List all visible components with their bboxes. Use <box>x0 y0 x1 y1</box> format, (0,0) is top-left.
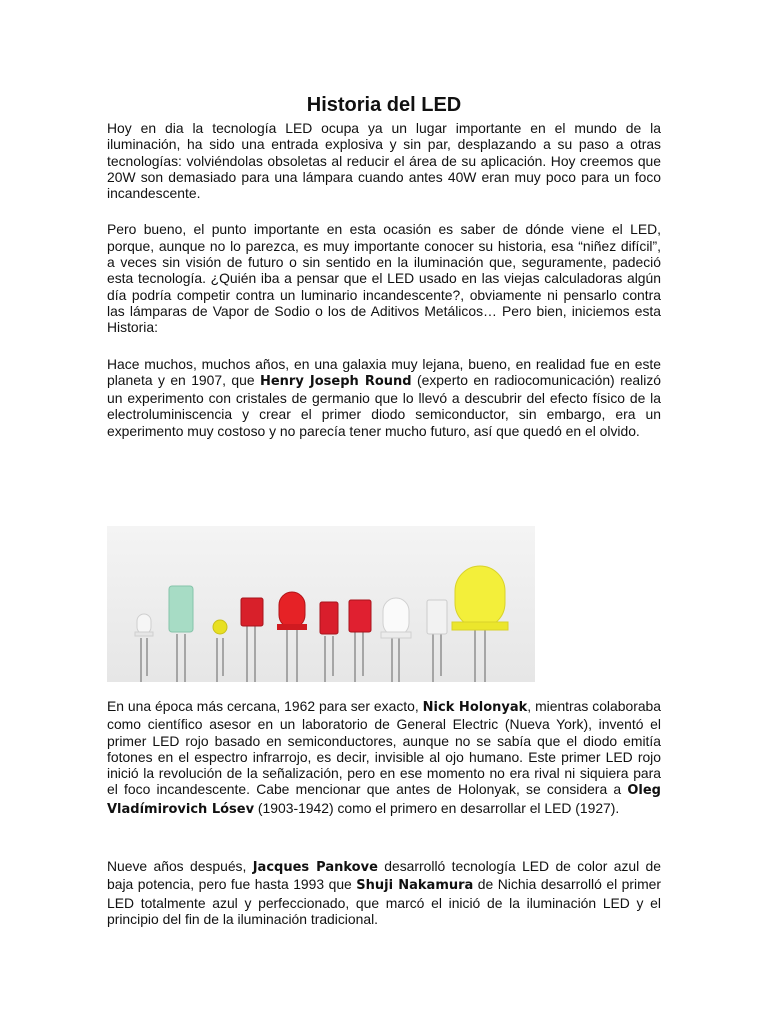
led-red-tall <box>349 600 371 632</box>
led-red-rect-small <box>320 602 338 634</box>
person-name-pankove: Jacques Pankove <box>252 860 378 875</box>
led-clear-rect <box>427 600 447 634</box>
led-green-rect <box>169 586 193 632</box>
paragraph-text: (1903-1942) como el primero en desarrollar el LED (1927). <box>254 799 620 816</box>
paragraph-intro: Hoy en dia la tecnología LED ocupa ya un lugar importante en el mundo de la iluminación, ha sido una entrada explosiva y sin par, desplazando a su paso a otras tecnologías: volviéndolas obsoletas al reducir el área de su aplicación. Hoy creemos que 20W son demasiado para una lámpara cuando antes 40W eran muy poco para un foco incandescente. <box>107 120 661 202</box>
paragraph-holonyak <box>107 698 661 818</box>
person-name-holonyak: Nick Holonyak <box>422 700 528 715</box>
person-name-round: Henry Joseph Round <box>259 373 412 389</box>
paragraph-text: , mientras colaboraba como científico asesor en un laboratorio de General Electric (Nueva York), inventó el primer LED rojo basado en semiconductores, aunque no se sabía que el diodo emitía fotones en el espectro infrarrojo, es decir, invisible al ojo humano. Este primer LED rojo inició la revolución de la señalización, pero en ese momento no era rival ni siquiera para el foco incandescente. Cabe mencionar que antes de Holonyak, se considera a <box>107 698 661 798</box>
led-red-round <box>277 592 307 630</box>
paragraph-text: Hace muchos, muchos años, en una galaxia muy lejana, bueno, en realidad fue en este planeta y en 1907, que <box>107 355 661 388</box>
led-yellow-small <box>213 620 227 634</box>
paragraph-round <box>107 356 661 439</box>
page-title: Historia del LED <box>306 94 462 116</box>
paragraph-text: (experto en radiocomunicación) realizó un experimento con cristales de germanio que lo llevó a descubrir del efecto físico de la electroluminiscencia y crear el primer diodo semiconductor, sin embargo, era un experimento muy costoso y no parecía tener mucho futuro, así que quedó en el olvido. <box>107 371 662 439</box>
led-clear-small <box>135 614 153 636</box>
led-photo <box>107 526 535 682</box>
person-name-losev: Oleg Vladímirovich Lósev <box>107 783 661 817</box>
paragraph-origin: Pero bueno, el punto importante en esta ocasión es saber de dónde viene el LED, porque, aunque no lo parezca, es muy importante conocer su historia, esa “niñez difícil”, a veces sin visión de futuro o sin sentido en la iluminación que, seguramente, padeció esta tecnología. ¿Quién iba a pensar que el LED usado en las viejas calculadoras algún día podría competir contra un luminario incandescente?, obviamente ni pensarlo contra las lámparas de Vapor de Sodio o los de Aditivos Metálicos… Pero bien, iniciemos esta Historia: <box>107 221 661 336</box>
paragraph-pankove <box>107 858 661 927</box>
paragraph-text: de Nichia desarrolló el primer LED totalmente azul y perfeccionado, que marcó el inició de la iluminación LED y el principio del fin de la iluminación tradicional. <box>107 876 662 927</box>
paragraph-text: desarrolló tecnología LED de color azul de baja potencia, pero fue hasta 1993 que <box>107 858 662 893</box>
led-red-square <box>241 598 263 626</box>
led-white-round <box>381 598 411 638</box>
paragraph-text: En una época más cercana, 1962 para ser exacto, <box>107 698 423 714</box>
paragraph-text: Nueve años después, <box>107 858 253 874</box>
document-page <box>107 92 662 927</box>
person-name-nakamura: Shuji Nakamura <box>356 878 474 894</box>
